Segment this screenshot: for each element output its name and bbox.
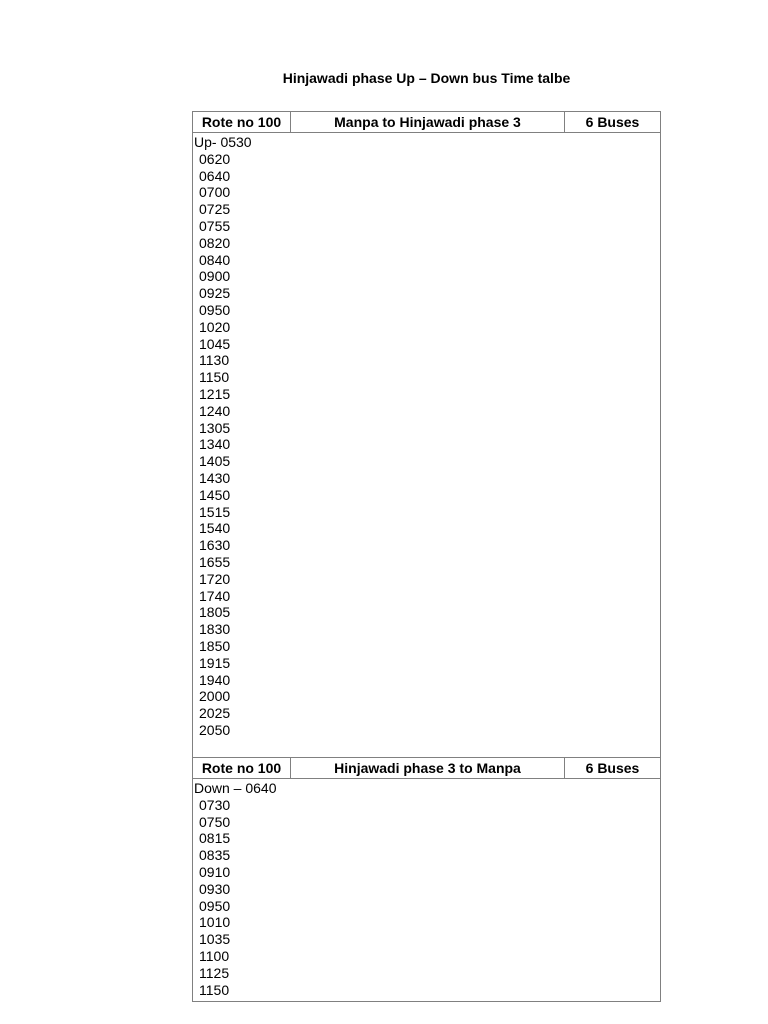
up-departure-time: 1915	[199, 654, 231, 671]
up-departure-time: 0900	[199, 268, 231, 285]
up-departure-time: 1515	[199, 503, 231, 520]
up-departure-time: 1430	[199, 469, 231, 486]
page-title: Hinjawadi phase Up – Down bus Time talbe	[282, 70, 571, 86]
up-departure-time: 0700	[199, 184, 231, 201]
up-departure-time: 1450	[199, 486, 231, 503]
up-departure-time: 1405	[199, 453, 231, 470]
down-departure-time: 1150	[199, 981, 230, 998]
up-departure-time: 0925	[199, 285, 231, 302]
up-departure-time: 0755	[199, 217, 231, 234]
up-bus-count: 6 Buses	[585, 114, 640, 130]
down-departure-time: 0930	[199, 880, 231, 897]
down-schedule-table	[192, 757, 661, 1002]
up-departure-time: 0820	[199, 234, 231, 251]
down-departure-time: 1010	[199, 914, 231, 931]
up-departure-time: 0840	[199, 251, 231, 268]
up-departure-time: 1150	[199, 369, 230, 386]
up-departure-time: 1805	[199, 604, 231, 621]
up-table-header	[193, 112, 660, 133]
down-times-list	[193, 779, 660, 998]
up-departure-time: 1020	[199, 318, 231, 335]
up-departure-time: 1305	[199, 419, 231, 436]
up-departure-time: 2025	[199, 705, 231, 722]
down-departure-time: 0750	[199, 813, 231, 830]
up-departure-time: 1340	[199, 436, 231, 453]
up-departure-time: 2000	[199, 688, 231, 705]
up-departure-time: 0950	[199, 301, 231, 318]
down-departure-time: 1100	[199, 947, 230, 964]
down-departure-time: 0730	[199, 796, 231, 813]
up-departure-time: 1045	[199, 335, 231, 352]
down-departure-time: 0815	[199, 830, 231, 847]
up-times-list	[193, 133, 660, 739]
up-route-number: Rote no 100	[193, 112, 291, 132]
up-departure-time: 1830	[199, 621, 231, 638]
up-departure-time: 0640	[199, 167, 231, 184]
down-first-departure: Down – 0640	[194, 780, 277, 796]
up-departure-time: 1240	[199, 402, 231, 419]
up-departure-time: 1940	[199, 671, 231, 688]
up-departure-time: 1720	[199, 570, 231, 587]
up-departure-time: 1850	[199, 637, 231, 654]
down-departure-time: 1035	[199, 931, 231, 948]
up-departure-time: 0620	[199, 150, 231, 167]
up-departure-time: 2050	[199, 721, 231, 738]
down-departure-time: 0835	[199, 847, 231, 864]
down-departure-time: 0950	[199, 897, 231, 914]
up-departure-time: 1540	[199, 520, 231, 537]
down-departure-time: 1125	[199, 964, 230, 981]
up-departure-time: 1655	[199, 553, 231, 570]
down-direction: Hinjawadi phase 3 to Manpa	[291, 758, 565, 778]
down-table-header	[193, 758, 660, 779]
down-departure-time: 0910	[199, 863, 231, 880]
down-route-number: Rote no 100	[193, 758, 291, 778]
up-departure-time: 1740	[199, 587, 231, 604]
up-departure-time: 1215	[199, 385, 231, 402]
up-direction: Manpa to Hinjawadi phase 3	[291, 112, 565, 132]
up-departure-time: 1130	[199, 352, 230, 369]
down-bus-count: 6 Buses	[585, 760, 640, 776]
up-first-departure: Up- 0530	[194, 134, 252, 150]
up-schedule-table	[192, 111, 661, 758]
up-departure-time: 1630	[199, 537, 231, 554]
up-departure-time: 0725	[199, 201, 231, 218]
